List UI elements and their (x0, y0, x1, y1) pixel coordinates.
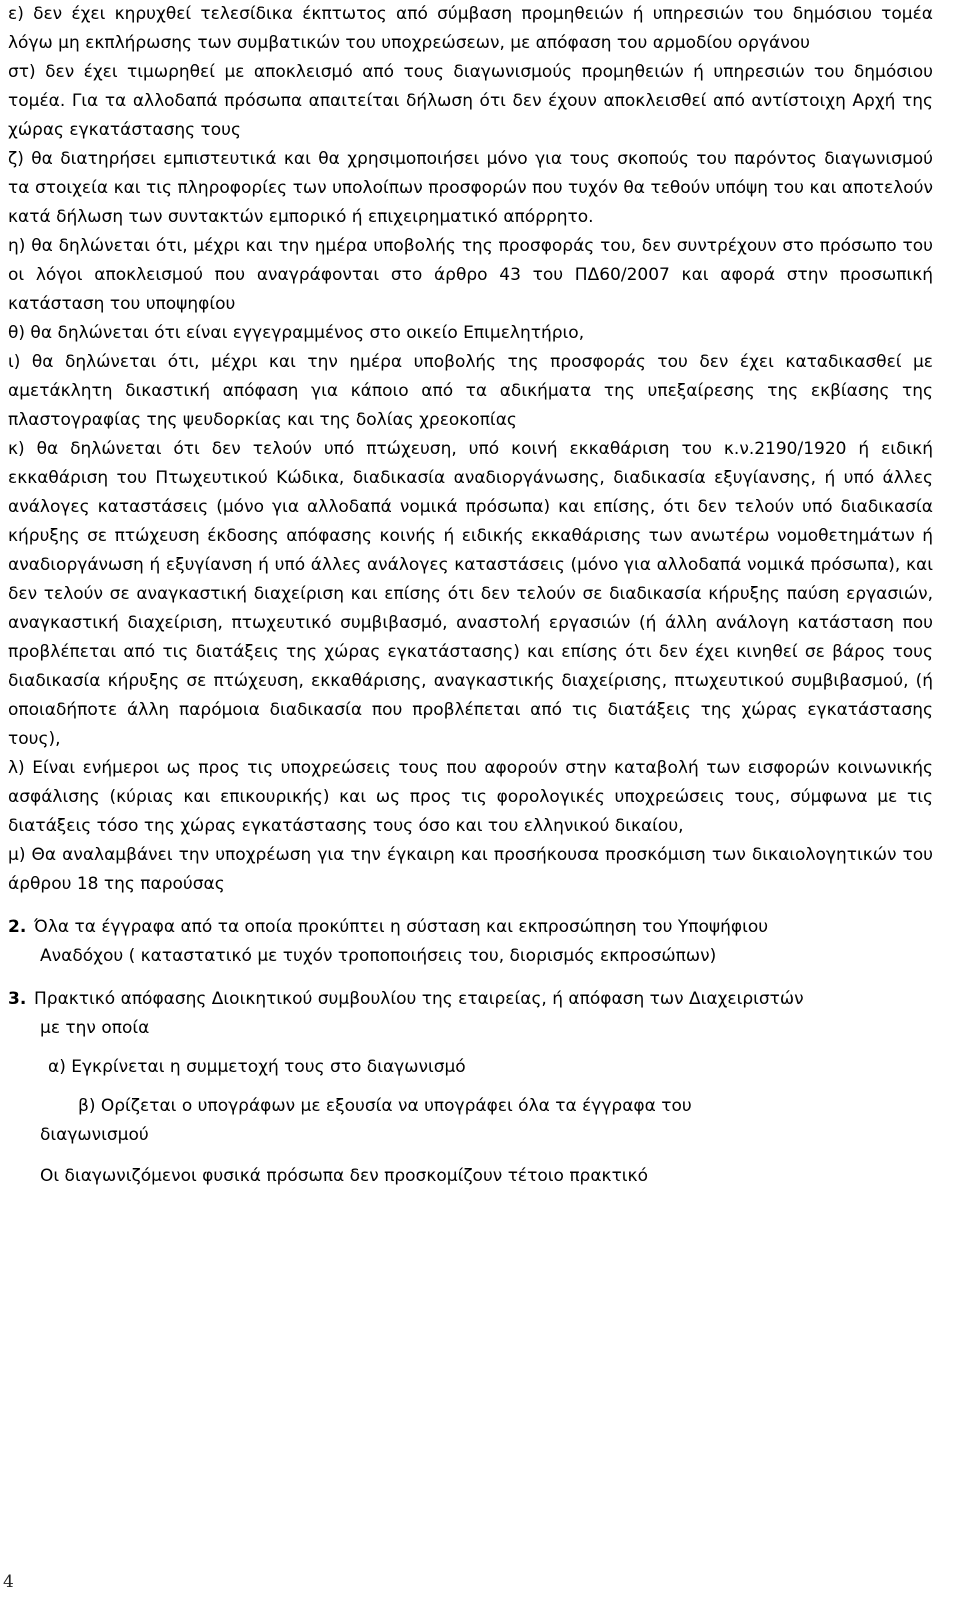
item-3-note: Οι διαγωνιζόμενοι φυσικά πρόσωπα δεν προσκομίζουν τέτοιο πρακτικό (40, 1166, 648, 1186)
paragraph-e: ε) δεν έχει κηρυχθεί τελεσίδικα έκπτωτος από σύμβαση προμηθειών ή υπηρεσιών του δημόσιου τομέα λόγω μη εκπλήρωσης των συμβατικών του υποχρεώσεων, με απόφαση του αρμοδίου οργάνου (8, 4, 933, 53)
paragraph-m: μ) Θα αναλαμβάνει την υποχρέωση για την έγκαιρη και προσήκουσα προσκόμιση των δικαιολογητικών του άρθρου 18 της παρούσας (8, 845, 933, 894)
paragraph-th: θ) θα δηλώνεται ότι είναι εγγεγραμμένος στο οικείο Επιμελητήριο, (8, 323, 585, 343)
numbered-item-2 (8, 913, 933, 971)
page-number: 4 (3, 1572, 14, 1592)
paragraph-l: λ) Είναι ενήμεροι ως προς τις υποχρεώσεις τους που αφορούν στην καταβολή των εισφορών κοινωνικής ασφάλισης (κύριας και επικουρικής) και ως προς τις φορολογικές υποχρεώσεις τους, σύμφωνα με τις διατάξεις τόσο της χώρας εγκατάστασης τους όσο και του ελληνικού δικαίου, (8, 758, 933, 836)
item-number: 2. (8, 917, 27, 937)
item-text (34, 985, 933, 1043)
paragraph-k: κ) θα δηλώνεται ότι δεν τελούν υπό πτώχευση, υπό κοινή εκκαθάριση του κ.ν.2190/1920 ή ειδική εκκαθάριση του Πτωχευτικού Κώδικα, διαδικασία αναδιοργάνωσης, διαδικασία εξυγίανσης, ή υπό άλλες ανάλογες καταστάσεις (μόνο για αλλοδαπά νομικά πρόσωπα) και επίσης, ότι δεν τελούν υπό διαδικασία κήρυξης σε πτώχευση έκδοσης απόφασης κοινής ή ειδικής εκκαθάρισης των ανωτέρω νομοθετημάτων ή αναδιοργάνωση ή εξυγίανση ή υπό άλλες ανάλογες καταστάσεις (μόνο για αλλοδαπά νομικά πρόσωπα), και δεν τελούν σε αναγκαστική διαχείριση και επίσης ότι δεν τελούν σε διαδικασία κήρυξης παύση εργασιών, αναγκαστική διαχείριση, πτωχευτικό συμβιβασμό, αναστολή εργασιών (ή άλλη ανάλογη κατάσταση που προβλέπεται από τις διατάξεις της χώρας εγκατάστασης) και επίσης ότι δεν έχει κινηθεί σε βάρος τους διαδικασία κήρυξης σε πτώχευση, εκκαθάρισης, αναγκαστικής διαχείρισης, πτωχευτικού συμβιβασμού, (ή οποιαδήποτε άλλη παρόμοια διαδικασία που προβλέπεται από τις διατάξεις της χώρας εγκατάστασης τους), (8, 439, 933, 749)
paragraph-h: η) θα δηλώνεται ότι, μέχρι και την ημέρα υποβολής της προσφοράς του, δεν συντρέχουν στο πρόσωπο του οι λόγοι αποκλεισμού που αναγράφονται στο άρθρο 43 του ΠΔ60/2007 και αφορά στην προσωπική κατάσταση του υποψηφίου (8, 236, 933, 314)
sub-item-b-continuation: διαγωνισμού (40, 1125, 149, 1145)
item-line: Όλα τα έγγραφα από τα οποία προκύπτει η σύσταση και εκπροσώπηση του Υποψήφιου (34, 917, 769, 937)
paragraph-st: στ) δεν έχει τιμωρηθεί με αποκλεισμό από τους διαγωνισμούς προμηθειών ή υπηρεσιών του δημόσιου τομέα. Για τα αλλοδαπά πρόσωπα απαιτείται δήλωση ότι δεν έχουν αποκλεισθεί από αντίστοιχη Αρχή της χώρας εγκατάστασης τους (8, 62, 933, 140)
item-line: Αναδόχου ( καταστατικό με τυχόν τροποποιήσεις του, διορισμός εκπροσώπων) (40, 946, 717, 966)
item-line: με την οποία (40, 1018, 150, 1038)
item-line: Πρακτικό απόφασης Διοικητικού συμβουλίου της εταιρείας, ή απόφαση των Διαχειριστών (34, 989, 804, 1009)
paragraph-i: ι) θα δηλώνεται ότι, μέχρι και την ημέρα υποβολής της προσφοράς του δεν έχει καταδικασθεί με αμετάκλητη δικαστική απόφαση για κάποιο από τα αδικήματα της υπεξαίρεσης της εκβίασης της πλαστογραφίας της ψευδορκίας και της δολίας χρεοκοπίας (8, 352, 933, 430)
sub-item-a: α) Εγκρίνεται η συμμετοχή τους στο διαγωνισμό (48, 1057, 466, 1077)
item-number: 3. (8, 989, 27, 1009)
sub-item-b: β) Ορίζεται ο υπογράφων με εξουσία να υπογράφει όλα τα έγγραφα του (78, 1096, 692, 1116)
numbered-item-3 (8, 985, 933, 1043)
document-body (8, 0, 933, 1191)
paragraph-z: ζ) θα διατηρήσει εμπιστευτικά και θα χρησιμοποιήσει μόνο για τους σκοπούς του παρόντος διαγωνισμού τα στοιχεία και τις πληροφορίες των υπολοίπων προσφορών που τυχόν θα τεθούν υπόψη του και αποτελούν κατά δήλωση των συντακτών εμπορικό ή επιχειρηματικό απόρρητο. (8, 149, 933, 227)
item-text (34, 913, 933, 971)
